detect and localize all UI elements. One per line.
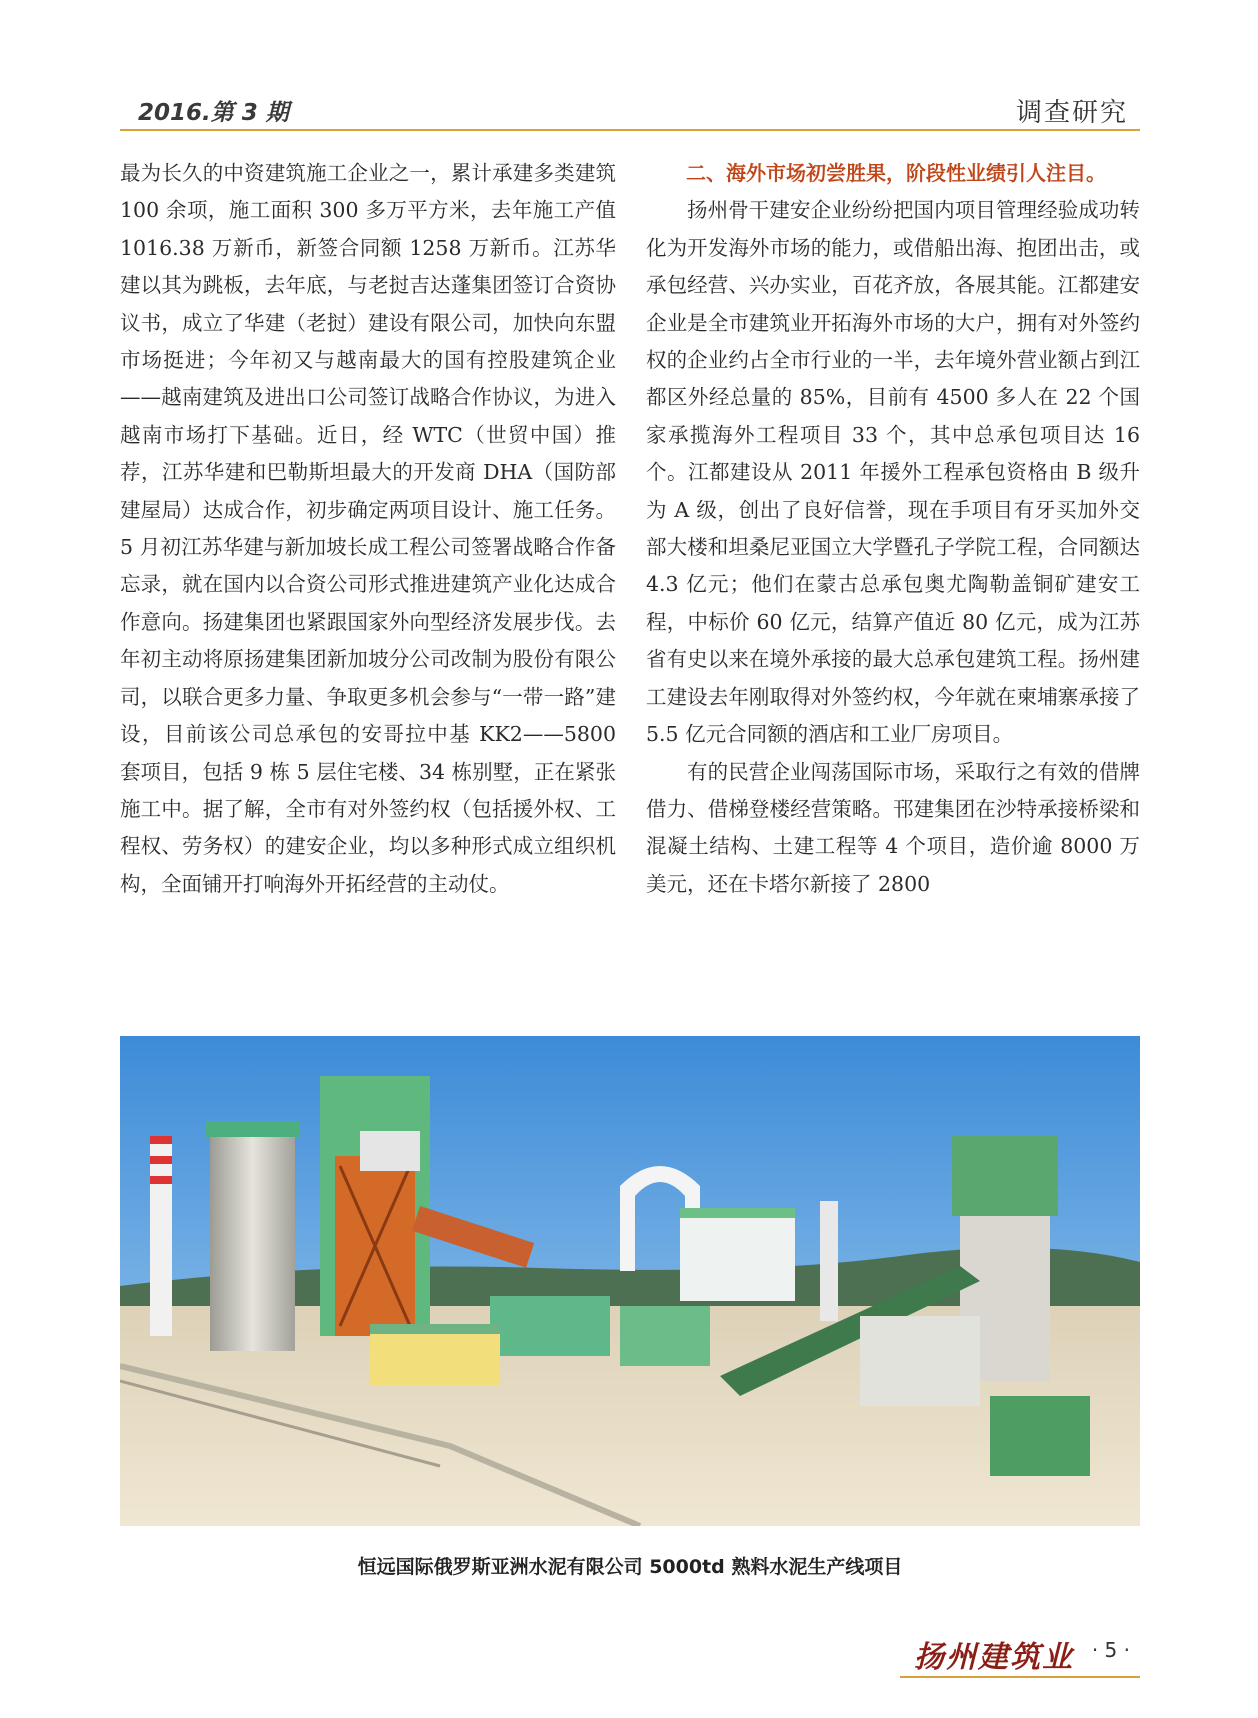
right-column [646,155,1140,903]
right-paragraph-2: 有的民营企业闯荡国际市场，采取行之有效的借牌借力、借梯登楼经营策略。邗建集团在沙特承接桥梁和混凝土结构、土建工程等 4 个项目，造价逾 8000 万美元，还在卡塔尔新接了 2800 [646,759,1140,896]
left-column-text: 最为长久的中资建筑施工企业之一，累计承建多类建筑 100 余项，施工面积 300 多万平方米，去年施工产值 1016.38 万新币，新签合同额 1258 万新币。江苏华建以其为跳板，去年底，与老挝吉达蓬集团签订合资协议书，成立了华建（老挝）建设有限公司，加快向东盟市场挺进；今年初又与越南最大的国有控股建筑企业——越南建筑及进出口公司签订战略合作协议，为进入越南市场打下基础。近日，经 WTC（世贸中国）推荐，江苏华建和巴勒斯坦最大的开发商 DHA（国防部建屋局）达成合作，初步确定两项目设计、施工任务。5 月初江苏华建与新加坡长成工程公司签署战略合作备忘录，就在国内以合资公司形式推进建筑产业化达成合作意向。扬建集团也紧跟国家外向型经济发展步伐。去年初主动将原扬建集团新加坡分公司改制为股份有限公司，以联合更多力量、争取更多机会参与“一带一路”建设，目前该公司总承包的安哥拉中基 KK2——5800 套项目，包括 9 栋 5 层住宅楼、34 栋别墅，正在紧张施工中。据了解，全市有对外签约权（包括援外权、工程权、劳务权）的建安企业，均以多种形式成立组织机构，全面铺开打响海外开拓经营的主动仗。 [120,161,616,896]
page-header [120,92,1140,128]
page-footer [900,1632,1140,1674]
left-column [120,155,616,903]
section-title: 调查研究 [1015,98,1128,128]
journal-logo: 扬州建筑业 [914,1640,1074,1675]
right-paragraph-1: 扬州骨干建安企业纷纷把国内项目管理经验成功转化为开发海外市场的能力，或借船出海、抱团出击，或承包经营、兴办实业，百花齐放，各展其能。江都建安企业是全市建筑业开拓海外市场的大户，拥有对外签约权的企业约占全市行业的一半，去年境外营业额占到江都区外经总量的 85%，目前有 4500 多人在 22 个国家承揽海外工程项目 33 个，其中总承包项目达 16 个。江都建设从 2011 年援外工程承包资格由 B 级升为 A 级，创出了良好信誉，现在手项目有牙买加外交部大楼和坦桑尼亚国立大学暨孔子学院工程，合同额达 4.3 亿元；他们在蒙古总承包奥尤陶勒盖铜矿建安工程，中标价 60 亿元，结算产值近 80 亿元，成为江苏省有史以来在境外承接的最大总承包建筑工程。扬州建工建设去年刚取得对外签约权，今年就在柬埔寨承接了 5.5 亿元合同额的酒店和工业厂房项目。 [646,198,1140,747]
photo-caption: 恒远国际俄罗斯亚洲水泥有限公司 5000td 熟料水泥生产线项目 [357,1556,903,1578]
footer-divider [900,1676,1140,1678]
page-number: · 5 · [1091,1638,1130,1662]
cement-plant-photo [120,1036,1140,1526]
section-heading: 二、海外市场初尝胜果，阶段性业绩引人注目。 [686,161,1106,185]
issue-number: 2016.第 3 期 [138,100,289,126]
header-divider [120,129,1140,131]
